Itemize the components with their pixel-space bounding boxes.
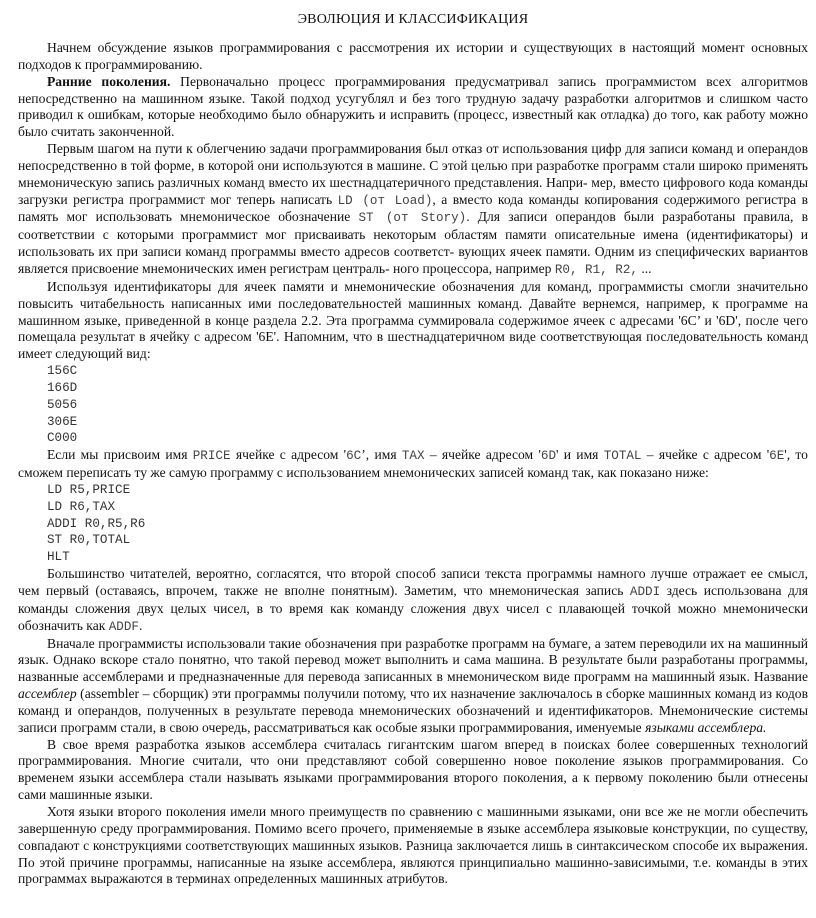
- code-line: 166D: [47, 380, 78, 395]
- mnemonic-addi: ADDI: [629, 585, 661, 599]
- paragraph-text: ячейке с адресом ': [230, 447, 347, 463]
- paragraph-assemblers: [18, 636, 808, 737]
- code-block-mnemonic: [47, 482, 808, 566]
- paragraph-text: – ячейке адресом ': [424, 447, 541, 463]
- register-names: R0, R1, R2,: [554, 262, 638, 277]
- term-assembly-languages: языками ассемблера.: [645, 719, 767, 735]
- code-line: HLT: [47, 550, 70, 565]
- paragraph-early-generations: [18, 74, 808, 141]
- paragraph-text: , а вместо кода команды копирования содержимого регистра в память мог использовать мнемоническое обозначение: [18, 191, 808, 225]
- paragraph-text: ’, имя: [361, 447, 402, 463]
- paragraph-text: ', то сможем переписать ту же самую программу с использованием мнемонических записей команд так, как показано ниже:: [18, 447, 808, 481]
- code-line: 5056: [47, 397, 78, 412]
- address-6d: 6D: [540, 449, 557, 464]
- paragraph-text: ' и имя: [556, 447, 604, 463]
- paragraph-text: Первоначально процесс программирования предусматривал запись программистом всех алгоритмов непосредственно на машинном языке. Такой подход усугублял и без того трудную задачу разработки алгоритмов и слишком часто приводил к ошибкам, которые необходимо было обнаружить и исправить (процесс, известный как отладка) до того, как работу можно было считать законченной.: [18, 73, 808, 140]
- code-block-hex: [47, 363, 808, 447]
- address-6c: 6C: [346, 449, 362, 464]
- paragraph-readability: [18, 566, 808, 635]
- paragraph-text: – ячейке с адресом ': [641, 447, 770, 463]
- code-line: ST R0,TOTAL: [47, 533, 131, 548]
- paragraph-text: Используя идентификаторы для ячеек памяти и мнемонические обозначения для команд, программисты смогли значительно повысить читабельность написанных ими последовательностей машинных команд. Давайте вернемся, например, к программе на машинном языке, приведенной в конце раздела 2.2. Эта программа суммировала содержимое ячеек с адресами '6C’ и '6D', после чего помещала результат в ячейку с адресом '6E'. Напомним, что в шестнадцатеричном виде соответствующая последовательность команд имеет следующий вид:: [18, 278, 808, 362]
- paragraph-intro-text: Начнем обсуждение языков программирования с рассмотрения их истории и существующих в настоящий момент основных подходов к программированию.: [18, 40, 808, 72]
- code-line: ADDI R0,R5,R6: [47, 516, 146, 531]
- paragraph-text: .: [138, 617, 143, 633]
- paragraph-text: Хотя языки второго поколения имели много преимуществ по сравнению с машинными языками, они все же не могли обеспечить завершенную среду программирования. Помимо всего прочего, применяемые в языке ассемблера языковые конструкции, по существу, совпадают с конструкциями соответствующих машинных языков. Разница заключается лишь в синтаксическом способе их выражения. По этой причине программы, написанные на языке ассемблера, являются принципиально машинно-зависимыми, т.е. команды в этих программах выражаются в терминах определенных машинных атрибутов.: [18, 803, 808, 887]
- paragraph-names: [18, 447, 808, 482]
- paragraph-text: Большинство читателей, вероятно, согласятся, что второй способ записи текста программы намного лучше отражает ее смысл, чем первый (оставаясь, впрочем, также не вполне понятным). Заметим, что мнемоническая запись: [18, 566, 808, 598]
- paragraph-text: . Для записи операндов были разработаны правила, в соответствии с которыми программист мог присваивать некоторым областям памяти описательные имена (идентификаторы) и использовать их при записи команд программы вместо адресов соответст- вующих ячеек памяти. Одним из специфических вариантов является присвоение мнемонических имен регистрам централь- ного процессора, например: [18, 209, 809, 276]
- paragraph-text: (assembler – сборщик) эти программы получили потому, что их назначение заключалось в сборке машинных команд из кодов команд и операндов, полученных в результате перевода мнемонических обозначений и идентификаторов. Мнемонические системы записи программ стали, в свою очередь, рассматриваться как особые языки программирования, именуемые: [18, 686, 808, 735]
- paragraph-text: Вначале программисты использовали такие обозначения при разработке программ на бумаге, а затем переводили их на машинный язык. Однако вскоре стало понятно, что такой перевод может выполнить и сама машина. В результате были разработаны программы, названные ассемблерами и предназначенные для перевода записанных в мнемоническом виде программ на машинный язык. Название: [18, 635, 808, 685]
- mnemonic-addf: ADDF: [108, 619, 139, 634]
- identifier-total: TOTAL: [603, 449, 642, 464]
- paragraph-text: здесь использована для команды сложения двух целых чисел, в то время как команду сложения двух чисел с плавающей точкой можно мнемонически обозначить как: [18, 583, 808, 633]
- code-line: LD R5,PRICE: [47, 482, 131, 497]
- paragraph-text: В свое время разработка языков ассемблера считалась гигантским шагом вперед в поисках более совершенных технологий программирования. Многие считали, что они представляют собой совершенно новое поколение языков программирования. Со временем языки ассемблера стали называть языками программирования второго поколения, а к первому поколению были отнесены сами машинные языки.: [18, 736, 808, 803]
- code-line: 156C: [47, 364, 78, 379]
- mnemonic-st: ST (от Story): [358, 211, 467, 226]
- section-lead-early-generations: Ранние поколения.: [47, 73, 171, 89]
- term-assembler: ассемблер: [18, 686, 77, 702]
- paragraph-machine-dependence: [18, 804, 808, 888]
- paragraph-second-generation: [18, 737, 808, 804]
- page-title: ЭВОЛЮЦИЯ И КЛАССИФИКАЦИЯ: [297, 12, 529, 27]
- mnemonic-ld: LD (от Load): [337, 193, 433, 208]
- code-line: C000: [47, 431, 78, 446]
- address-6e: 6E: [769, 449, 785, 464]
- identifier-price: PRICE: [192, 449, 231, 464]
- identifier-tax: TAX: [401, 449, 425, 464]
- code-line: LD R6,TAX: [47, 499, 116, 514]
- code-line: 306E: [47, 414, 78, 429]
- paragraph-text: ...: [637, 260, 652, 276]
- paragraph-intro: [18, 40, 808, 74]
- paragraph-text: Если мы присвоим имя: [47, 447, 193, 463]
- paragraph-identifiers: [18, 279, 808, 363]
- paragraph-mnemonics: [18, 141, 808, 279]
- paragraph-text: Первым шагом на пути к облегчению задачи программирования был отказ от использования цифр для записи команд и операндов непосредственно в той форме, в которой они используются в машине. С этой целью при разработке программ стали широко применять мнемоническую запись различных команд вместо их шестнадцатеричного представления. Напри- мер, вместо цифрового кода команды загрузки регистра программист мог теперь написать: [18, 141, 808, 207]
